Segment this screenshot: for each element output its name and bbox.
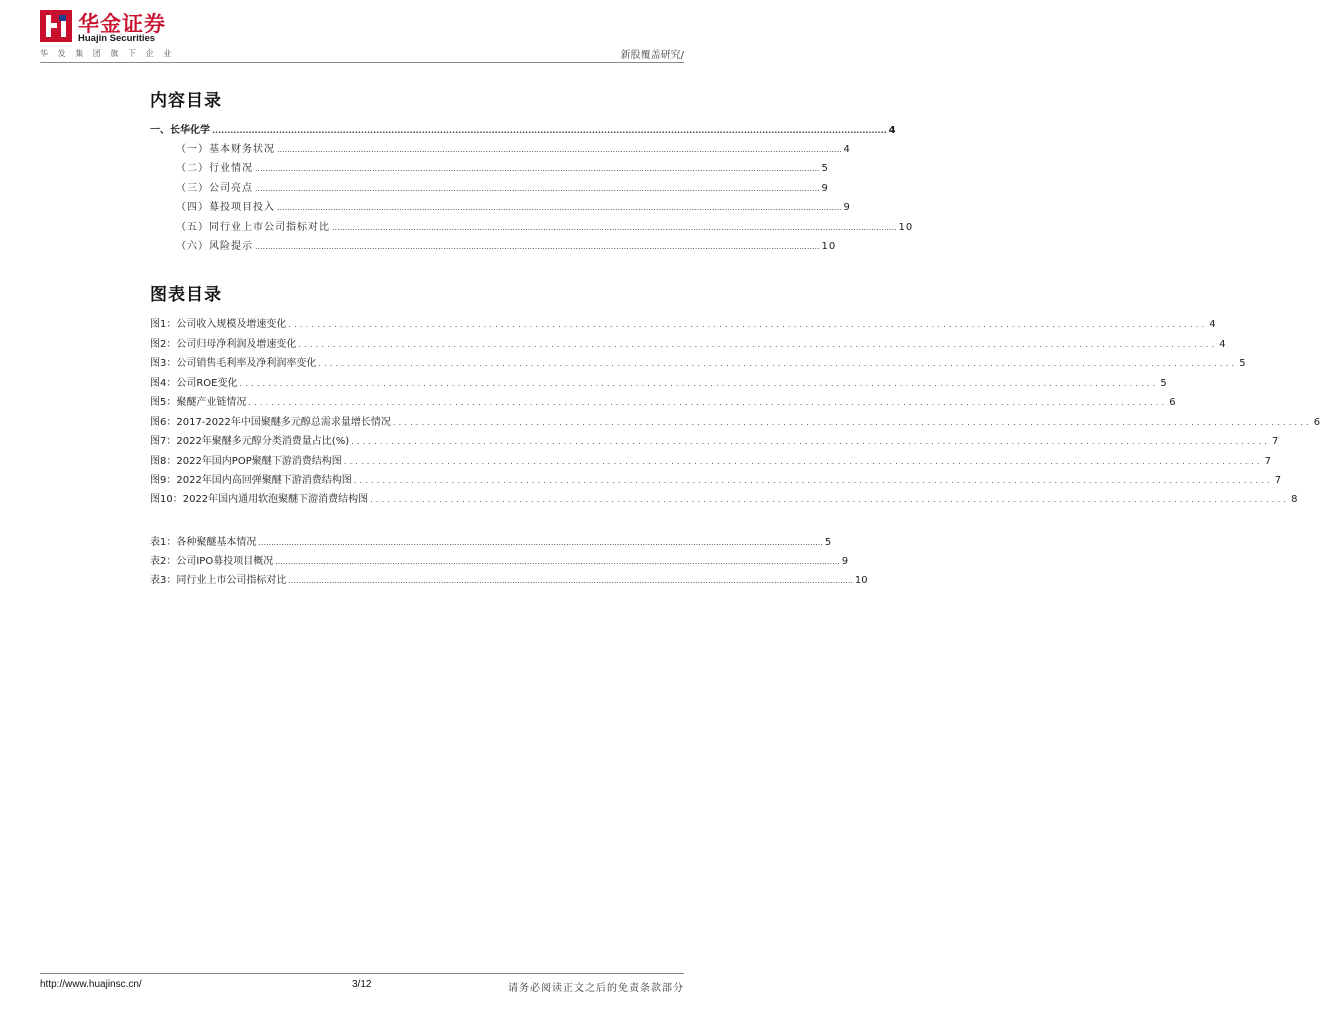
header-divider: [40, 62, 684, 63]
table-entry-label: 表2：公司IPO募投项目概况: [150, 556, 274, 567]
figure-entry-page: 4: [1219, 339, 1226, 350]
toc-entry-label: （四）募投项目投入: [176, 202, 275, 213]
toc-entry-page: 9: [843, 202, 851, 213]
leader-dots: ................................................................................................................................................................: [288, 320, 1208, 329]
figure-entry[interactable]: [150, 354, 1246, 369]
leader-dots: ..............................................................................................................................................................................................................................: [277, 145, 842, 154]
leader-dots: ..............................................................................................................................................................................................................................: [255, 242, 820, 251]
figure-entry-label: 图1：公司收入规模及增速变化: [150, 319, 287, 330]
leader-dots: ................................................................................................................................................................: [392, 418, 1312, 427]
figure-entry[interactable]: [150, 393, 1176, 408]
figure-entry-page: 4: [1209, 319, 1216, 330]
figure-entry[interactable]: [150, 490, 1298, 505]
figure-entry[interactable]: [150, 335, 1226, 350]
leader-dots: ..............................................................................................................................................................................................................................: [332, 223, 897, 232]
page-header: [40, 8, 684, 62]
leader-dots: ..............................................................................................................................................................................................................................: [212, 126, 887, 135]
figure-entry-page: 5: [1239, 358, 1246, 369]
figure-entry-label: 图9：2022年国内高回弹聚醚下游消费结构图: [150, 475, 352, 486]
figure-entry[interactable]: [150, 471, 1282, 486]
figure-entry-label: 图4：公司ROE变化: [150, 378, 238, 389]
leader-dots: ..............................................................................................................................................................................................................................: [275, 557, 840, 566]
leader-dots: ..............................................................................................................................................................................................................................: [255, 164, 820, 173]
toc-entry[interactable]: [176, 159, 829, 174]
toc-entry-page: 10: [898, 222, 914, 233]
footer-page-number: 3/12: [352, 979, 372, 990]
table-entry[interactable]: [150, 571, 868, 586]
figure-entry[interactable]: [150, 432, 1279, 447]
footer-website-link[interactable]: http://www.huajinsc.cn/: [40, 979, 142, 990]
table-entry-page: 9: [841, 556, 849, 567]
footer-divider: [40, 973, 684, 974]
table-entry-label: 表3：同行业上市公司指标对比: [150, 575, 287, 586]
toc-entry[interactable]: [176, 198, 851, 213]
figure-entry-label: 图10：2022年国内通用软泡聚醚下游消费结构图: [150, 494, 369, 505]
figure-entry-page: 6: [1313, 417, 1320, 428]
figure-entry[interactable]: [150, 452, 1271, 467]
report-type: 新股覆盖研究/: [620, 50, 684, 61]
toc-entry[interactable]: [176, 218, 914, 233]
figure-entry-label: 图3：公司销售毛利率及净利润率变化: [150, 358, 317, 369]
leader-dots: ..............................................................................................................................................................................................................................: [288, 576, 853, 585]
logo-english-name: Huajin Securities: [78, 33, 156, 44]
toc-entry[interactable]: [176, 140, 851, 155]
leader-dots: ................................................................................................................................................................: [298, 340, 1218, 349]
figure-entry-page: 6: [1169, 397, 1176, 408]
figure-entry-page: 7: [1272, 436, 1279, 447]
toc-entry-page: 4: [843, 144, 851, 155]
content-toc-title: 内容目录: [150, 91, 222, 111]
toc-entry[interactable]: [176, 179, 829, 194]
leader-dots: ................................................................................................................................................................: [239, 379, 1159, 388]
figure-entry-page: 7: [1274, 475, 1282, 486]
figure-entry-page: 7: [1264, 456, 1271, 467]
figure-entry-label: 图6：2017-2022年中国聚醚多元醇总需求量增长情况: [150, 417, 391, 428]
figure-entry-page: 5: [1160, 378, 1167, 389]
table-entry[interactable]: [150, 552, 849, 567]
table-entry[interactable]: [150, 533, 832, 548]
toc-entry-label: （一）基本财务状况: [176, 144, 275, 155]
leader-dots: ................................................................................................................................................................: [343, 457, 1263, 466]
table-entry-page: 5: [824, 537, 832, 548]
table-entry-label: 表1：各种聚醚基本情况: [150, 537, 257, 548]
leader-dots: ................................................................................................................................................................: [318, 359, 1238, 368]
toc-entry-page: 5: [821, 163, 829, 174]
toc-entry-label: （六）风险提示: [176, 241, 253, 252]
toc-entry-label: （五）同行业上市公司指标对比: [176, 222, 330, 233]
toc-entry-label: （二）行业情况: [176, 163, 253, 174]
logo-subtitle: 华发集团旗下企业: [40, 49, 181, 58]
figure-entry-page: 8: [1291, 494, 1298, 505]
toc-entry-page: 9: [821, 183, 829, 194]
toc-entry-page: 4: [888, 125, 896, 136]
toc-entry[interactable]: [176, 237, 837, 252]
huajin-logo-icon: [40, 10, 72, 42]
toc-entry-page: 10: [821, 241, 837, 252]
toc-entry[interactable]: [150, 121, 896, 136]
toc-entry-label: 一、长华化学: [150, 125, 210, 136]
figure-entry-label: 图8：2022年国内POP聚醚下游消费结构图: [150, 456, 342, 467]
figure-entry[interactable]: [150, 413, 1320, 428]
leader-dots: ................................................................................................................................................................: [353, 476, 1273, 485]
figure-entry-label: 图7：2022年聚醚多元醇分类消费量占比(%): [150, 436, 350, 447]
table-entry-page: 10: [854, 575, 868, 586]
figure-entry[interactable]: [150, 374, 1167, 389]
leader-dots: ................................................................................................................................................................: [248, 398, 1168, 407]
leader-dots: ..............................................................................................................................................................................................................................: [258, 538, 823, 547]
logo-chinese-name: 华金证券: [78, 12, 166, 36]
figure-entry-label: 图2：公司归母净利润及增速变化: [150, 339, 297, 350]
leader-dots: ................................................................................................................................................................: [370, 495, 1290, 504]
toc-entry-label: （三）公司亮点: [176, 183, 253, 194]
leader-dots: ..............................................................................................................................................................................................................................: [255, 184, 820, 193]
figure-entry[interactable]: [150, 315, 1216, 330]
footer-disclaimer: 请务必阅读正文之后的免责条款部分: [508, 983, 684, 994]
leader-dots: ................................................................................................................................................................: [351, 437, 1270, 446]
chart-toc-title: 图表目录: [150, 285, 222, 305]
figure-entry-label: 图5：聚醚产业链情况: [150, 397, 247, 408]
leader-dots: ..............................................................................................................................................................................................................................: [277, 203, 842, 212]
